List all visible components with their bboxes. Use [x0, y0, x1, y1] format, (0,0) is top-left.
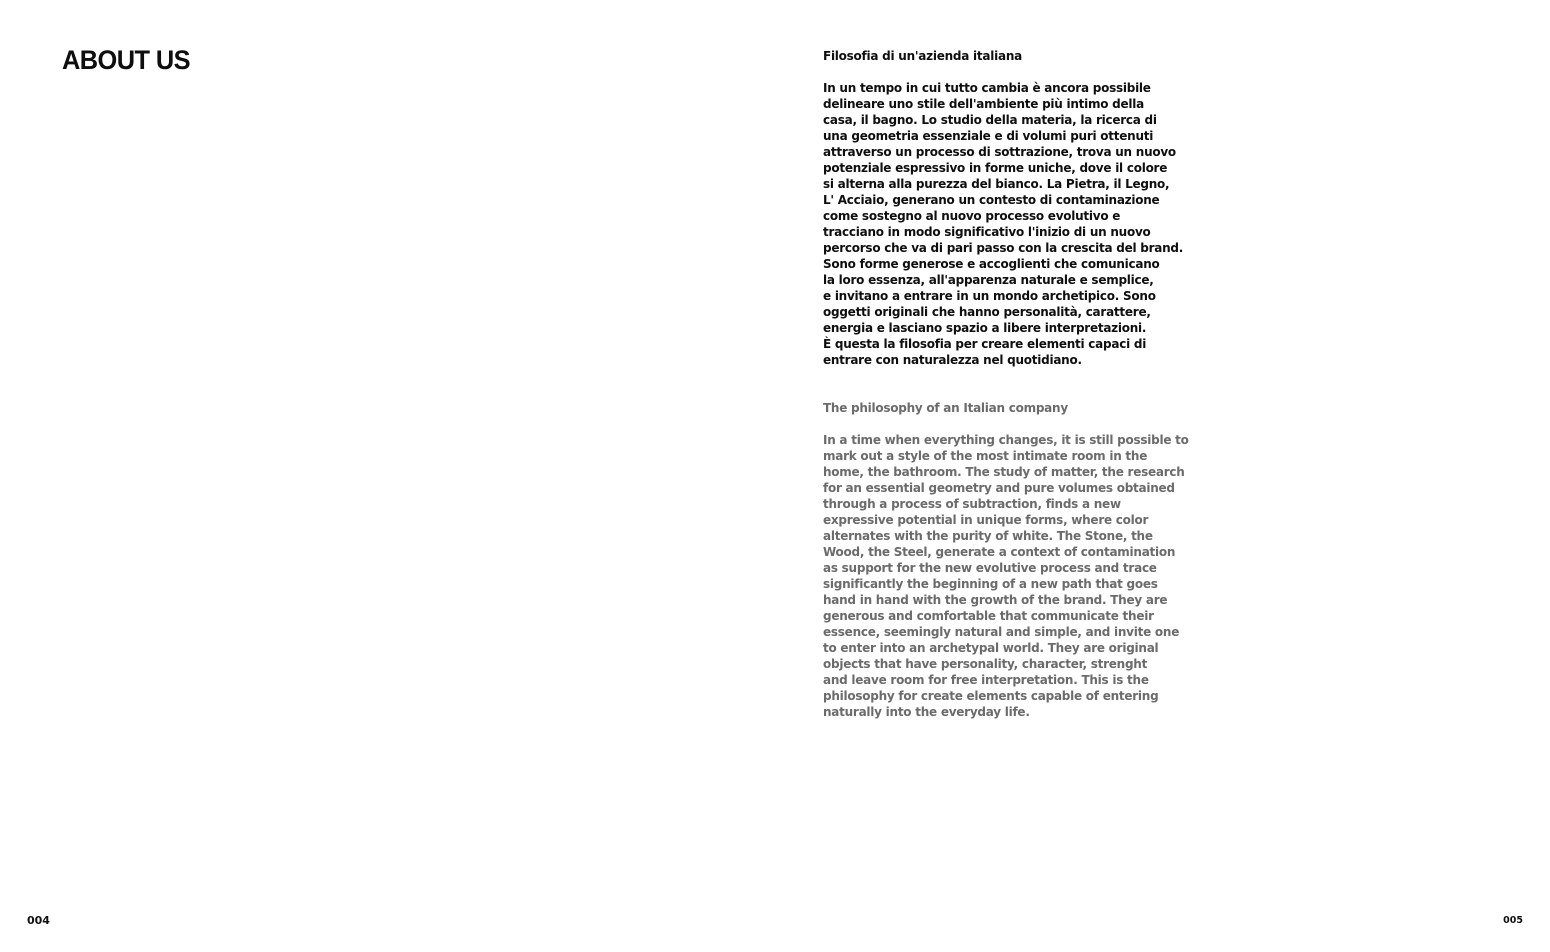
english-line: and leave room for free interpretation. This is the	[823, 673, 1149, 687]
italian-section	[823, 48, 1184, 368]
english-line: generous and comfortable that communicate their	[823, 609, 1154, 623]
english-line: philosophy for create elements capable of entering	[823, 689, 1159, 703]
english-line: naturally into the everyday life.	[823, 705, 1030, 719]
italian-line: potenziale espressivo in forme uniche, dove il colore	[823, 161, 1168, 175]
italian-line: oggetti originali che hanno personalità, carattere,	[823, 305, 1151, 319]
english-line: through a process of subtraction, finds a new	[823, 497, 1121, 511]
italian-heading: Filosofia di un'azienda italiana	[823, 49, 1022, 63]
italian-line: energia e lasciano spazio a libere interpretazioni.	[823, 321, 1147, 335]
page-number-left: 004	[27, 914, 50, 927]
italian-line: tracciano in modo significativo l'inizio di un nuovo	[823, 225, 1151, 239]
page-title: ABOUT US	[62, 45, 191, 75]
page-number-right: 005	[1503, 915, 1523, 926]
english-line: Wood, the Steel, generate a context of contamination	[823, 545, 1176, 559]
english-line: significantly the beginning of a new path that goes	[823, 577, 1158, 591]
english-heading: The philosophy of an Italian company	[823, 401, 1068, 415]
italian-line: casa, il bagno. Lo studio della materia, la ricerca di	[823, 113, 1157, 127]
italian-line: Sono forme generose e accoglienti che comunicano	[823, 257, 1160, 271]
english-line: home, the bathroom. The study of matter, the research	[823, 465, 1185, 479]
italian-line: entrare con naturalezza nel quotidiano.	[823, 353, 1082, 367]
english-body	[823, 432, 1189, 720]
english-line: expressive potential in unique forms, where color	[823, 513, 1149, 527]
italian-line: e invitano a entrare in un mondo archetipico. Sono	[823, 289, 1156, 303]
italian-line: In un tempo in cui tutto cambia è ancora possibile	[823, 81, 1151, 95]
english-line: to enter into an archetypal world. They are original	[823, 641, 1159, 655]
italian-line: una geometria essenziale e di volumi puri ottenuti	[823, 129, 1154, 143]
english-line: objects that have personality, character, strenght	[823, 657, 1148, 671]
italian-line: percorso che va di pari passo con la crescita del brand.	[823, 241, 1184, 255]
english-line: hand in hand with the growth of the brand. They are	[823, 593, 1168, 607]
italian-line: È questa la filosofia per creare elementi capaci di	[823, 337, 1147, 351]
english-line: In a time when everything changes, it is still possible to	[823, 433, 1189, 447]
italian-line: la loro essenza, all'apparenza naturale e semplice,	[823, 273, 1154, 287]
italian-line: delineare uno stile dell'ambiente più intimo della	[823, 97, 1144, 111]
italian-body	[823, 80, 1184, 368]
italian-line: si alterna alla purezza del bianco. La Pietra, il Legno,	[823, 177, 1170, 191]
english-line: mark out a style of the most intimate room in the	[823, 449, 1148, 463]
english-line: alternates with the purity of white. The Stone, the	[823, 529, 1153, 543]
italian-line: attraverso un processo di sottrazione, trova un nuovo	[823, 145, 1176, 159]
italian-line: come sostegno al nuovo processo evolutivo e	[823, 209, 1121, 223]
english-line: for an essential geometry and pure volumes obtained	[823, 481, 1175, 495]
english-line: essence, seemingly natural and simple, and invite one	[823, 625, 1180, 639]
text-column	[823, 48, 1189, 720]
english-section	[823, 400, 1189, 720]
english-line: as support for the new evolutive process and trace	[823, 561, 1157, 575]
italian-line: L' Acciaio, generano un contesto di contaminazione	[823, 193, 1160, 207]
